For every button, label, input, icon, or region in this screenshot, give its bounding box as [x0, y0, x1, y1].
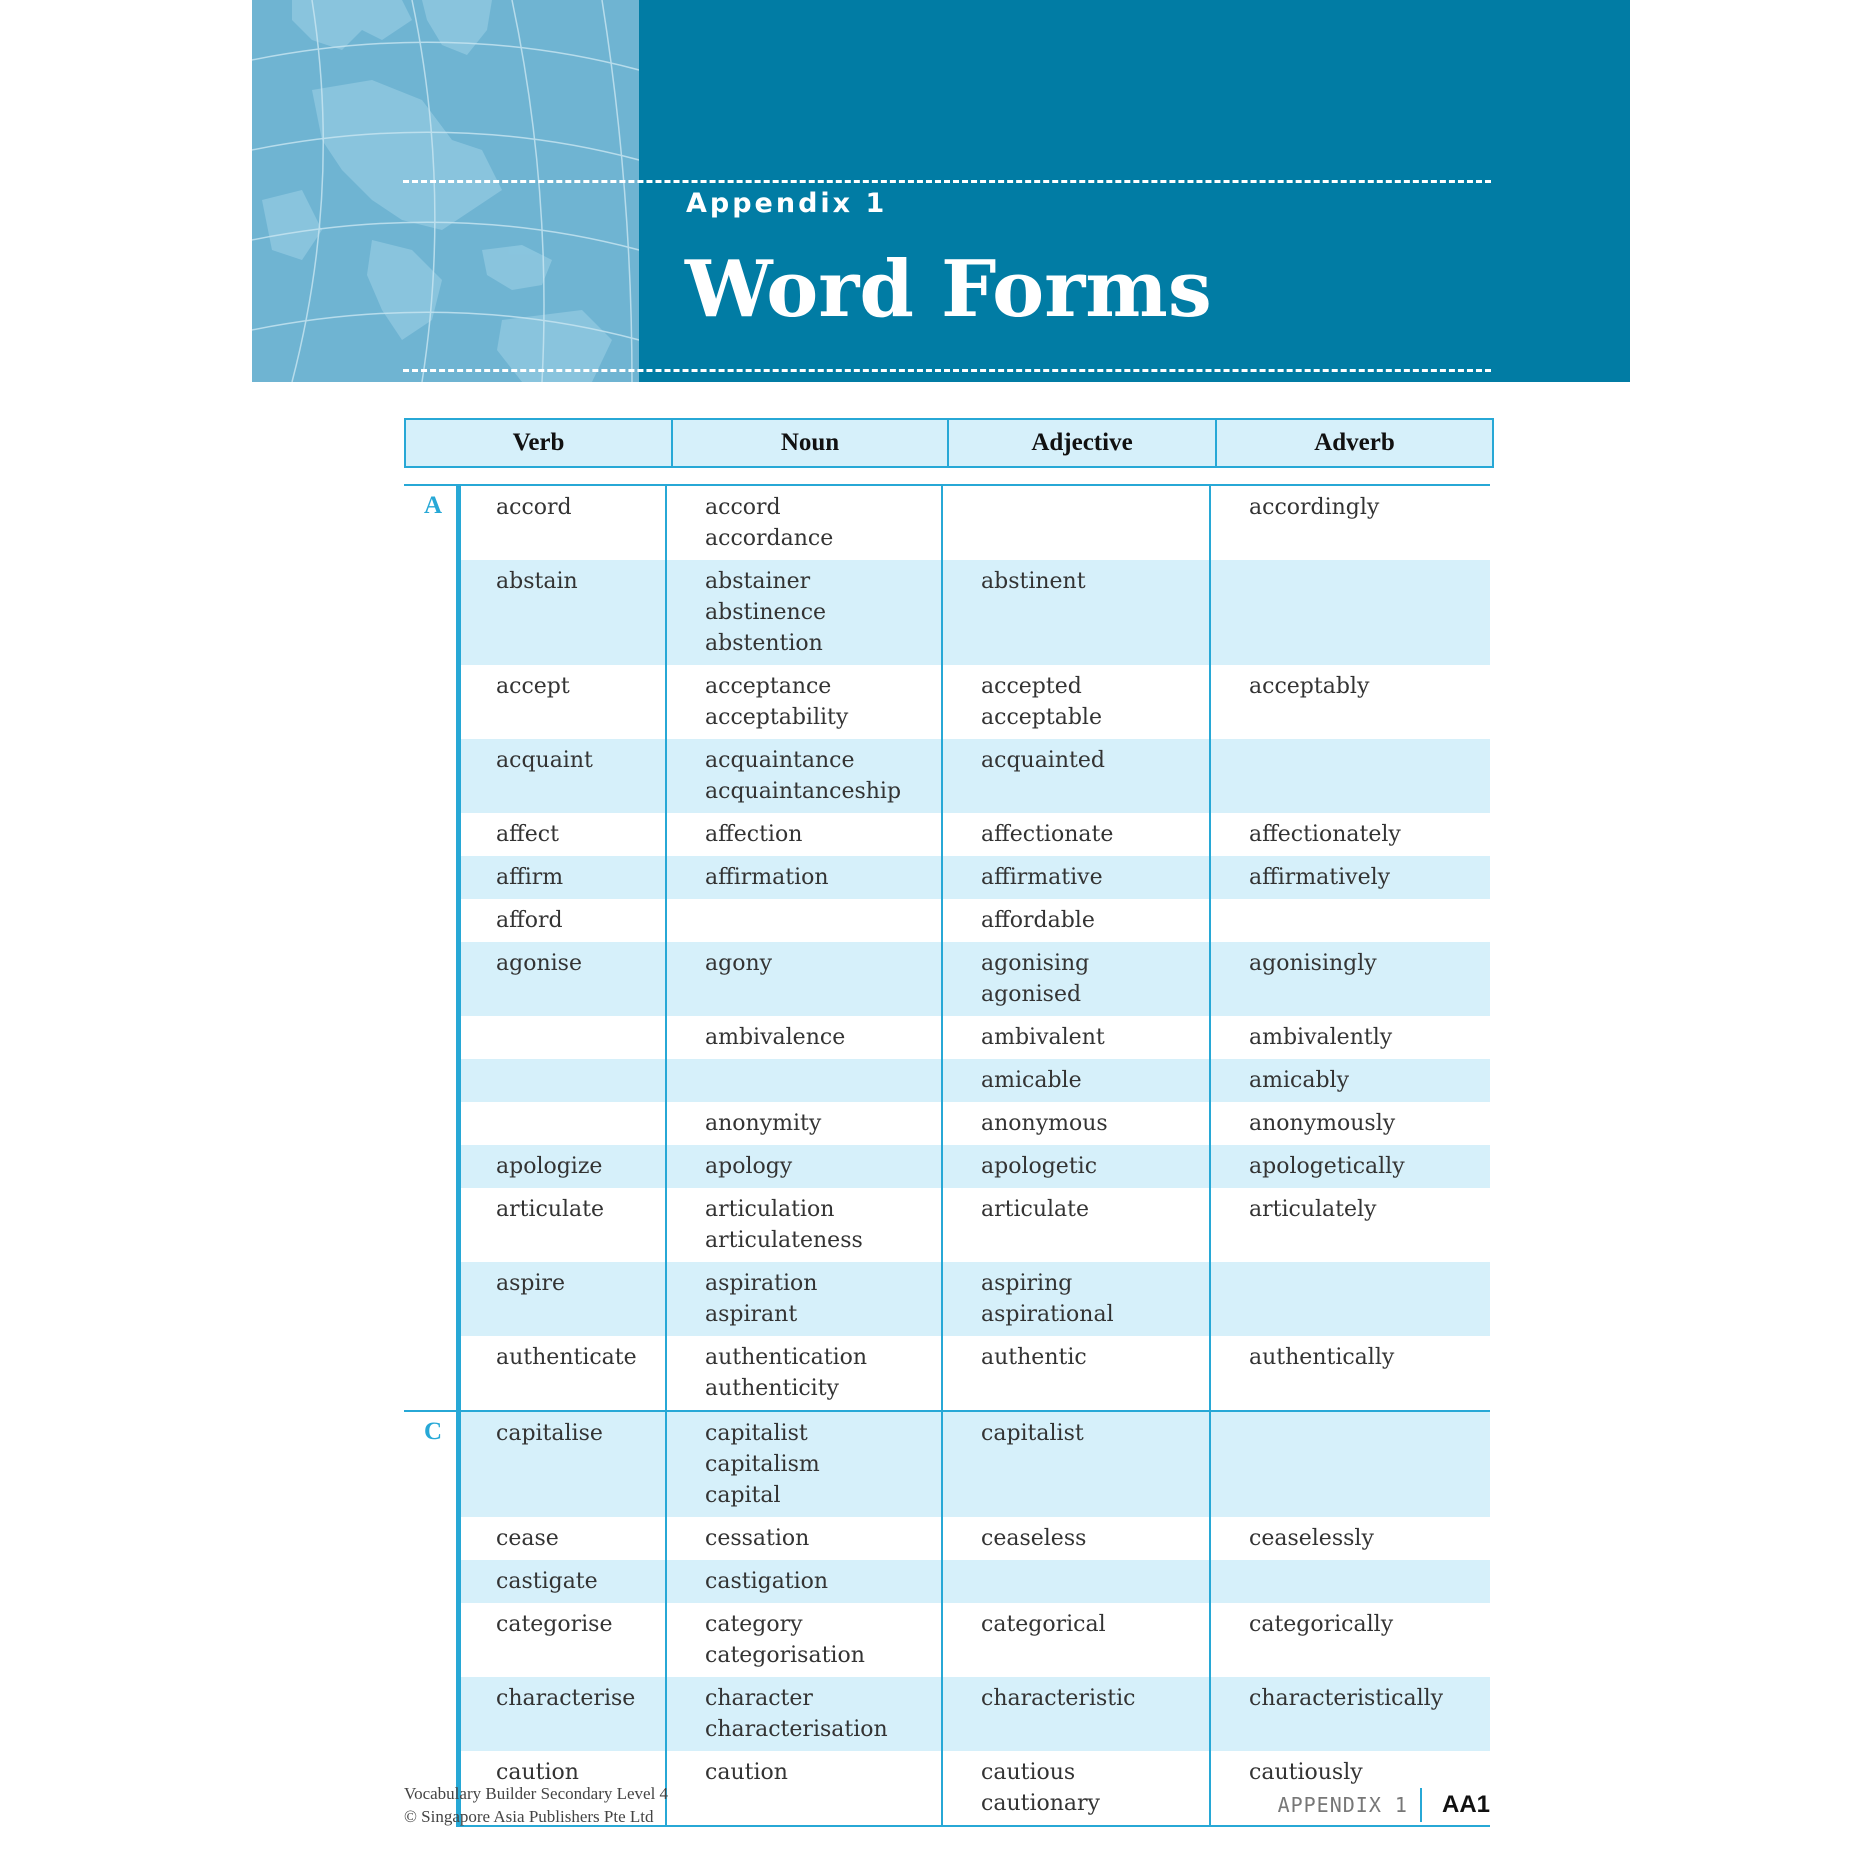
noun-cell: [667, 665, 943, 739]
adjective-word: aspirational: [981, 1302, 1114, 1327]
adjective-cell: [943, 899, 1211, 942]
column-header-adverb: Adverb: [1215, 420, 1492, 466]
page-header: [252, 0, 1630, 382]
adjective-word: ambivalent: [981, 1025, 1105, 1050]
verb-cell: [461, 856, 667, 899]
noun-cell: [667, 856, 943, 899]
verb-word: cease: [496, 1526, 559, 1551]
verb-cell: [461, 1016, 667, 1059]
verb-cell: [461, 665, 667, 739]
adjective-cell: [943, 856, 1211, 899]
adverb-cell: [1211, 1145, 1490, 1188]
adverb-word: accordingly: [1249, 495, 1380, 520]
verb-word: agonise: [496, 951, 582, 976]
adverb-cell: [1211, 942, 1490, 1016]
adjective-cell: [943, 560, 1211, 665]
verb-cell: [461, 942, 667, 1016]
noun-word: authentication: [705, 1345, 868, 1370]
adjective-word: agonising: [981, 951, 1090, 976]
noun-word: ambivalence: [705, 1025, 846, 1050]
verb-word: capitalise: [496, 1421, 603, 1446]
noun-word: castigation: [705, 1569, 829, 1594]
adverb-cell: [1211, 1188, 1490, 1262]
noun-cell: [667, 1560, 943, 1603]
noun-cell: [667, 739, 943, 813]
noun-word: anonymity: [705, 1111, 822, 1136]
verb-word: caution: [496, 1760, 579, 1785]
adverb-word: apologetically: [1249, 1154, 1405, 1179]
adjective-cell: [943, 1603, 1211, 1677]
adjective-word: affirmative: [981, 865, 1103, 890]
noun-word: agony: [705, 951, 773, 976]
adjective-cell: [943, 486, 1211, 560]
adverb-word: cautiously: [1249, 1760, 1363, 1785]
adjective-word: affordable: [981, 908, 1095, 933]
footer-credits: [404, 1782, 668, 1828]
table-section-c: [404, 1410, 1490, 1825]
table-row: [461, 813, 1490, 856]
adverb-word: authentically: [1249, 1345, 1395, 1370]
adjective-cell: [943, 1751, 1211, 1825]
noun-word: abstention: [705, 631, 823, 656]
noun-word: categorisation: [705, 1643, 865, 1668]
verb-word: affirm: [496, 865, 564, 890]
verb-cell: [461, 1145, 667, 1188]
adjective-word: aspiring: [981, 1271, 1073, 1296]
adjective-word: cautious: [981, 1760, 1076, 1785]
adjective-word: cautionary: [981, 1791, 1100, 1816]
noun-word: capital: [705, 1483, 781, 1508]
adverb-cell: [1211, 1059, 1490, 1102]
noun-word: apology: [705, 1154, 793, 1179]
adjective-word: affectionate: [981, 822, 1114, 847]
noun-word: capitalism: [705, 1452, 820, 1477]
word-forms-table: [404, 484, 1490, 1827]
adjective-cell: [943, 1059, 1211, 1102]
adverb-word: affectionately: [1249, 822, 1401, 847]
adjective-cell: [943, 1412, 1211, 1517]
adjective-cell: [943, 1517, 1211, 1560]
verb-word: authenticate: [496, 1345, 637, 1370]
table-row: [461, 942, 1490, 1016]
verb-word: abstain: [496, 569, 578, 594]
adverb-cell: [1211, 486, 1490, 560]
verb-cell: [461, 899, 667, 942]
adverb-word: acceptably: [1249, 674, 1370, 699]
verb-cell: [461, 739, 667, 813]
noun-cell: [667, 1102, 943, 1145]
table-row: [461, 1677, 1490, 1751]
noun-word: capitalist: [705, 1421, 808, 1446]
adjective-cell: [943, 1145, 1211, 1188]
table-column-headers: [404, 418, 1494, 468]
adjective-word: acquainted: [981, 748, 1105, 773]
adverb-cell: [1211, 1560, 1490, 1603]
noun-cell: [667, 1145, 943, 1188]
page-number: AA1: [1441, 1791, 1490, 1818]
verb-word: castigate: [496, 1569, 598, 1594]
adjective-cell: [943, 813, 1211, 856]
noun-cell: [667, 813, 943, 856]
adverb-word: categorically: [1249, 1612, 1394, 1637]
adverb-cell: [1211, 1262, 1490, 1336]
noun-cell: [667, 1517, 943, 1560]
verb-cell: [461, 1059, 667, 1102]
noun-cell: [667, 1412, 943, 1517]
column-header-adjective: Adjective: [947, 420, 1215, 466]
adjective-cell: [943, 1188, 1211, 1262]
verb-cell: [461, 1677, 667, 1751]
noun-word: articulation: [705, 1197, 835, 1222]
verb-word: articulate: [496, 1197, 605, 1222]
noun-word: aspirant: [705, 1302, 798, 1327]
adjective-cell: [943, 1560, 1211, 1603]
noun-cell: [667, 1677, 943, 1751]
verb-cell: [461, 1560, 667, 1603]
table-row: [461, 1517, 1490, 1560]
noun-word: category: [705, 1612, 803, 1637]
adjective-word: accepted: [981, 674, 1082, 699]
adverb-word: amicably: [1249, 1068, 1349, 1093]
noun-cell: [667, 1751, 943, 1825]
adjective-cell: [943, 942, 1211, 1016]
section-rows: [456, 1412, 1490, 1825]
noun-word: acquaintance: [705, 748, 855, 773]
noun-word: affirmation: [705, 865, 829, 890]
adverb-cell: [1211, 1102, 1490, 1145]
noun-word: abstainer: [705, 569, 811, 594]
table-row: [461, 1336, 1490, 1410]
adjective-word: categorical: [981, 1612, 1106, 1637]
verb-word: accept: [496, 674, 570, 699]
adverb-cell: [1211, 1412, 1490, 1517]
noun-cell: [667, 560, 943, 665]
page-title: Word Forms: [685, 244, 1212, 335]
dashed-divider-bottom: [403, 369, 1491, 372]
footer-book-title: Vocabulary Builder Secondary Level 4: [404, 1784, 669, 1803]
footer-divider: [1420, 1788, 1422, 1822]
noun-word: aspiration: [705, 1271, 818, 1296]
noun-word: characterisation: [705, 1717, 888, 1742]
noun-word: acceptability: [705, 705, 849, 730]
noun-cell: [667, 486, 943, 560]
section-letter: A: [424, 492, 443, 519]
noun-word: accordance: [705, 526, 834, 551]
adverb-word: characteristically: [1249, 1686, 1444, 1711]
page-subtitle: Appendix 1: [686, 188, 888, 219]
table-row: [461, 1188, 1490, 1262]
verb-cell: [461, 813, 667, 856]
verb-cell: [461, 1262, 667, 1336]
noun-word: affection: [705, 822, 803, 847]
noun-word: authenticity: [705, 1376, 839, 1401]
adjective-word: amicable: [981, 1068, 1082, 1093]
adjective-word: ceaseless: [981, 1526, 1087, 1551]
verb-word: characterise: [496, 1686, 636, 1711]
noun-word: acceptance: [705, 674, 832, 699]
dashed-divider-top: [403, 180, 1491, 183]
table-row: [461, 1412, 1490, 1517]
adverb-word: agonisingly: [1249, 951, 1377, 976]
noun-word: abstinence: [705, 600, 827, 625]
adverb-cell: [1211, 739, 1490, 813]
noun-cell: [667, 1016, 943, 1059]
noun-cell: [667, 1262, 943, 1336]
adverb-cell: [1211, 665, 1490, 739]
verb-cell: [461, 1336, 667, 1410]
noun-cell: [667, 899, 943, 942]
section-rows: [456, 486, 1490, 1410]
noun-cell: [667, 1188, 943, 1262]
table-row: [461, 1016, 1490, 1059]
verb-cell: [461, 486, 667, 560]
table-row: [461, 1145, 1490, 1188]
noun-cell: [667, 1603, 943, 1677]
adjective-cell: [943, 1677, 1211, 1751]
adverb-word: affirmatively: [1249, 865, 1391, 890]
noun-cell: [667, 1059, 943, 1102]
table-section-a: [404, 484, 1490, 1410]
verb-word: aspire: [496, 1271, 566, 1296]
footer-page-marker: [1278, 1788, 1490, 1822]
verb-cell: [461, 1412, 667, 1517]
world-map-image: [252, 0, 639, 382]
verb-cell: [461, 1188, 667, 1262]
adjective-cell: [943, 1336, 1211, 1410]
table-row: [461, 486, 1490, 560]
adjective-cell: [943, 1016, 1211, 1059]
table-row: [461, 1262, 1490, 1336]
noun-word: articulateness: [705, 1228, 863, 1253]
adverb-cell: [1211, 899, 1490, 942]
verb-cell: [461, 1517, 667, 1560]
adverb-word: anonymously: [1249, 1111, 1396, 1136]
table-row: [461, 560, 1490, 665]
noun-cell: [667, 942, 943, 1016]
adverb-word: ambivalently: [1249, 1025, 1393, 1050]
adverb-cell: [1211, 856, 1490, 899]
adjective-word: agonised: [981, 982, 1082, 1007]
adjective-cell: [943, 1262, 1211, 1336]
adjective-word: acceptable: [981, 705, 1102, 730]
table-row: [461, 1603, 1490, 1677]
section-letter: C: [424, 1418, 443, 1445]
adverb-word: ceaselessly: [1249, 1526, 1374, 1551]
adjective-word: authentic: [981, 1345, 1087, 1370]
verb-cell: [461, 1603, 667, 1677]
table-row: [461, 856, 1490, 899]
verb-word: acquaint: [496, 748, 593, 773]
verb-word: afford: [496, 908, 563, 933]
noun-word: accord: [705, 495, 781, 520]
noun-cell: [667, 1336, 943, 1410]
adjective-word: capitalist: [981, 1421, 1084, 1446]
adverb-cell: [1211, 813, 1490, 856]
adverb-cell: [1211, 1603, 1490, 1677]
noun-word: character: [705, 1686, 813, 1711]
footer-copyright: © Singapore Asia Publishers Pte Ltd: [404, 1807, 654, 1826]
adverb-cell: [1211, 1016, 1490, 1059]
verb-word: categorise: [496, 1612, 613, 1637]
adverb-cell: [1211, 1517, 1490, 1560]
adjective-cell: [943, 739, 1211, 813]
verb-cell: [461, 560, 667, 665]
table-row: [461, 665, 1490, 739]
verb-word: affect: [496, 822, 559, 847]
adverb-word: articulately: [1249, 1197, 1377, 1222]
adjective-cell: [943, 665, 1211, 739]
verb-word: accord: [496, 495, 572, 520]
noun-word: caution: [705, 1760, 788, 1785]
adverb-cell: [1211, 1677, 1490, 1751]
verb-cell: [461, 1102, 667, 1145]
noun-word: acquaintanceship: [705, 779, 902, 804]
adjective-word: apologetic: [981, 1154, 1098, 1179]
adjective-word: abstinent: [981, 569, 1086, 594]
verb-word: apologize: [496, 1154, 603, 1179]
adjective-word: characteristic: [981, 1686, 1136, 1711]
table-row: [461, 899, 1490, 942]
adjective-cell: [943, 1102, 1211, 1145]
footer-section-label: APPENDIX 1: [1277, 1793, 1408, 1817]
column-header-verb: Verb: [512, 429, 565, 456]
table-row: [461, 1059, 1490, 1102]
adverb-cell: [1211, 560, 1490, 665]
noun-word: cessation: [705, 1526, 810, 1551]
adverb-cell: [1211, 1336, 1490, 1410]
adjective-word: anonymous: [981, 1111, 1108, 1136]
table-row: [461, 1560, 1490, 1603]
table-row: [461, 739, 1490, 813]
column-header-noun: Noun: [671, 420, 947, 466]
table-row: [461, 1102, 1490, 1145]
adjective-word: articulate: [981, 1197, 1090, 1222]
